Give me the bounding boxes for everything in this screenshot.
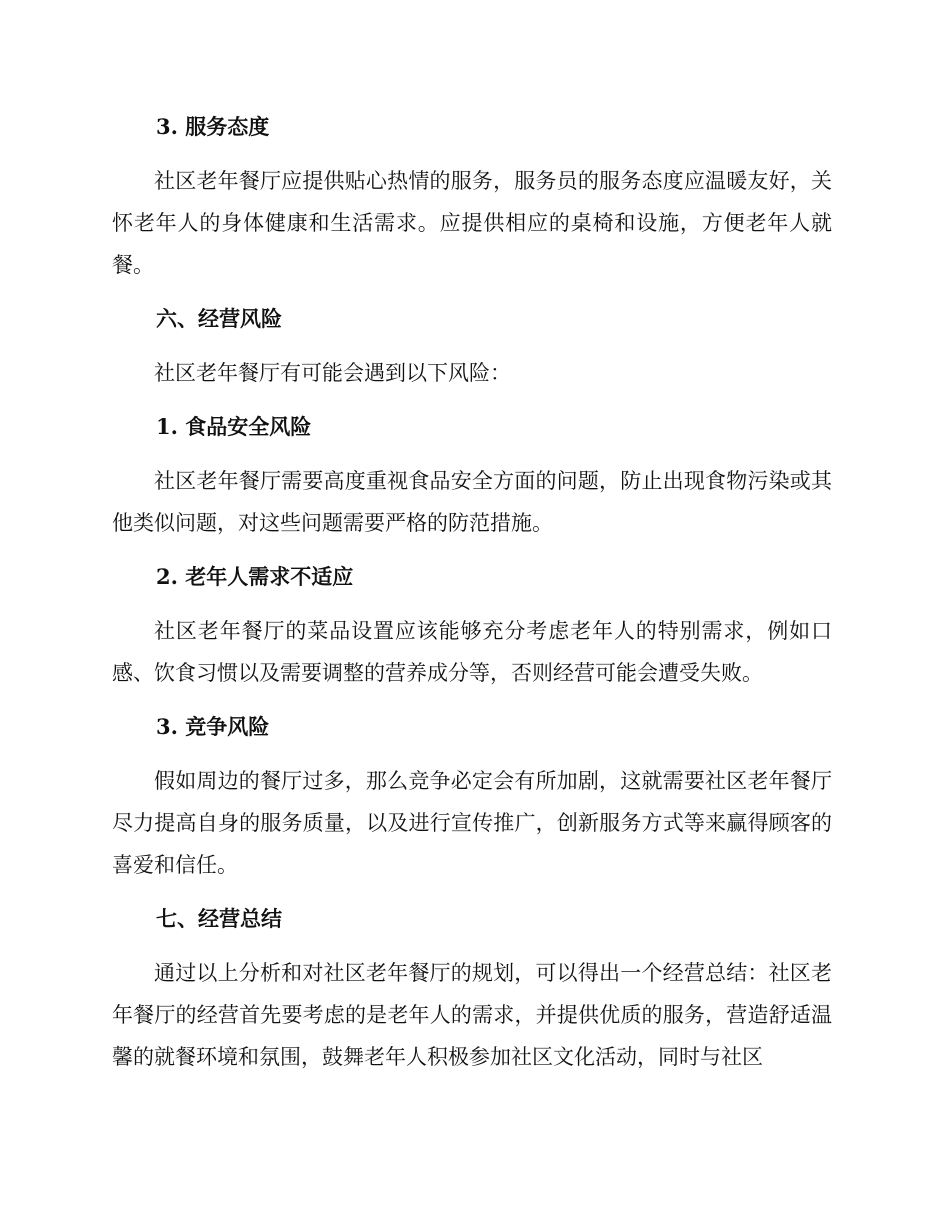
paragraph-service-attitude: 社区老年餐厅应提供贴心热情的服务，服务员的服务态度应温暖友好，关怀老年人的身体健康和生活需求。应提供相应的桌椅和设施，方便老年人就餐。 [112, 169, 832, 277]
paragraph-competition-risk: 假如周边的餐厅过多，那么竞争必定会有所加剧，这就需要社区老年餐厅尽力提高自身的服务质量，以及进行宣传推广，创新服务方式等来赢得顾客的喜爱和信任。 [112, 769, 832, 877]
section-heading-competition-risk: 3. 竞争风险 [156, 714, 270, 739]
paragraph-food-safety-risk: 社区老年餐厅需要高度重视食品安全方面的问题，防止出现食物污染或其他类似问题，对这些问题需要严格的防范措施。 [112, 469, 832, 535]
section-heading-operating-summary: 七、经营总结 [156, 906, 282, 931]
paragraph-elderly-needs: 社区老年餐厅的菜品设置应该能够充分考虑老年人的特别需求，例如口感、饮食习惯以及需要调整的营养成分等，否则经营可能会遭受失败。 [112, 619, 832, 685]
section-heading-elderly-needs: 2. 老年人需求不适应 [156, 564, 354, 589]
section-heading-service-attitude: 3. 服务态度 [156, 114, 270, 139]
section-heading-operating-risks: 六、经营风险 [156, 306, 282, 331]
section-heading-food-safety-risk: 1. 食品安全风险 [156, 414, 312, 439]
document-body [112, 106, 832, 1090]
paragraph-operating-summary: 通过以上分析和对社区老年餐厅的规划，可以得出一个经营总结：社区老年餐厅的经营首先要考虑的是老年人的需求，并提供优质的服务，营造舒适温馨的就餐环境和氛围，鼓舞老年人积极参加社区文化活动，同时与社区 [112, 961, 832, 1069]
paragraph-risks-intro: 社区老年餐厅有可能会遇到以下风险： [154, 361, 511, 385]
